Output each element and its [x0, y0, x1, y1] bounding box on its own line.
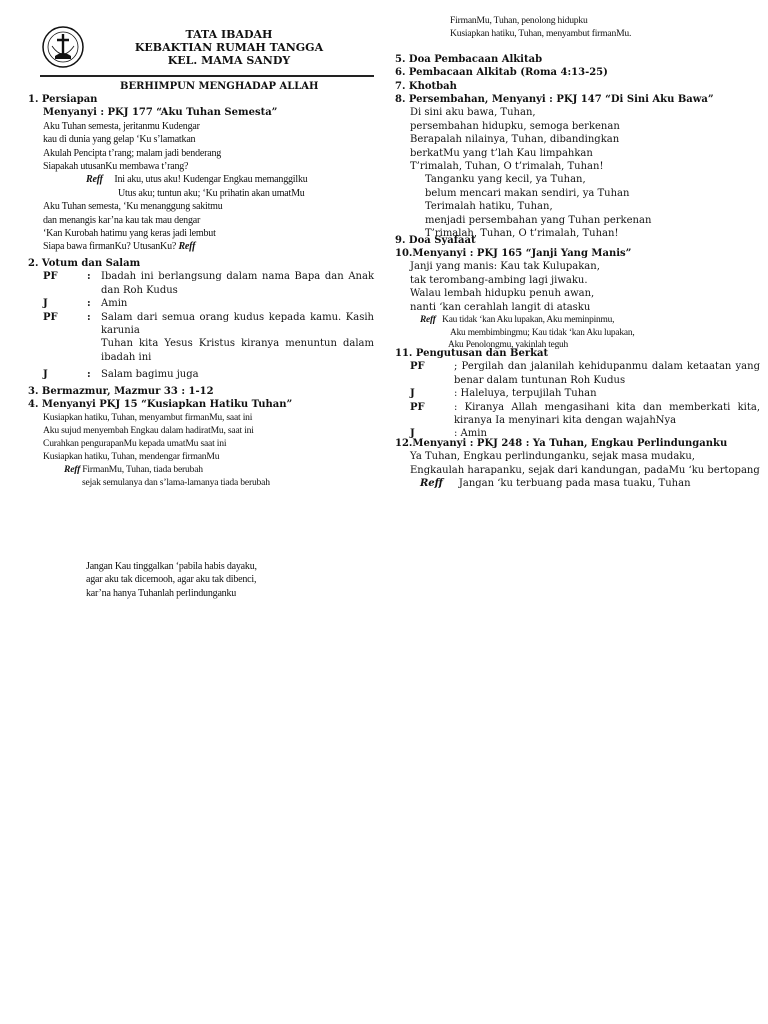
speaker-label: J: [410, 428, 415, 440]
item-heading: 5. Doa Pembacaan Alkitab: [395, 54, 543, 65]
liturgy-row: [43, 311, 374, 338]
lyric-line: Jangan Kau tinggalkan ‘pabila habis dayaku,: [86, 561, 257, 572]
item-votum: [28, 257, 374, 382]
lyric-line: Ya Tuhan, Engkau perlindunganku, sejak masa mudaku,: [410, 451, 695, 463]
lyric-line: Janji yang manis: Kau tak Kulupakan,: [410, 261, 600, 273]
lyric-line: berkatMu yang t’lah Kau limpahkan: [410, 147, 593, 159]
title-line: TATA IBADAH: [185, 28, 273, 41]
header: [28, 0, 378, 72]
speaker-label: J: [43, 369, 48, 381]
song-reff: [28, 173, 378, 200]
lyric-line: Siapakah utusanKu membawa t’rang?: [43, 161, 189, 173]
item-heading: 4. Menyanyi PKJ 15 “Kusiapkan Hatiku Tuhan”: [28, 399, 293, 410]
song-continuation: [450, 14, 760, 41]
speaker-label: PF: [43, 311, 58, 323]
lyric-line: T’rimalah, Tuhan, O t’rimalah, Tuhan!: [410, 161, 604, 173]
lyric-line: Berapalah nilainya, Tuhan, dibandingkan: [410, 134, 620, 146]
separator: :: [87, 369, 91, 381]
reff-label: Reff: [420, 315, 436, 326]
lyric-line: T’rimalah, Tuhan, O t’rimalah, Tuhan!: [425, 228, 619, 240]
liturgy-text: : Amin: [454, 428, 487, 440]
lyric-line: dan menangis kar’na kau tak mau dengar: [43, 214, 201, 226]
lyric-line: sejak semulanya dan s’lama-lamanya tiada berubah: [82, 477, 270, 489]
lyric-line: Jangan ‘ku terbuang pada masa tuaku, Tuhan: [458, 478, 691, 490]
section-title: BERHIMPUN MENGHADAP ALLAH: [120, 81, 319, 92]
liturgy-text: Tuhan kita Yesus Kristus kiranya menuntun dalam ibadah ini: [101, 338, 374, 363]
liturgy-row: [410, 360, 760, 387]
liturgy-text: : Kiranya Allah mengasihani kita dan memberkati kita, kiranya Ia menyinari kita dengan wajahNya: [454, 401, 760, 427]
song-title: Menyanyi : PKJ 177 “Aku Tuhan Semesta”: [43, 107, 278, 119]
lyric-line: kau di dunia yang gelap ‘Ku s’lamatkan: [43, 134, 196, 146]
song-verse: [28, 120, 378, 174]
liturgy-text: Amin: [101, 298, 128, 310]
title-line: KEBAKTIAN RUMAH TANGGA: [134, 41, 324, 54]
item-persiapan: [28, 93, 378, 254]
item-heading: 12.Menyanyi : PKJ 248 : Ya Tuhan, Engkau Perlindunganku: [395, 438, 728, 449]
speaker-label: PF: [410, 361, 425, 373]
lyric-line: Curahkan pengurapanMu kepada umatMu saat ini: [43, 438, 227, 450]
liturgy-row: [43, 297, 374, 310]
reff-label: Reff: [64, 464, 81, 476]
song-verse: [395, 260, 760, 314]
item-doa-syafaat: 9. Doa Syafaat: [395, 235, 476, 246]
song-extra-verse: [86, 560, 376, 600]
lyric-line: persembahan hidupku, semoga berkenan: [410, 120, 620, 132]
item-nyanyian-12: [395, 437, 760, 491]
lyric-line: Siapa bawa firmanKu? UtusanKu?: [43, 241, 177, 253]
lyric-line: agar aku tak dicemooh, agar aku tak dibenci,: [86, 574, 257, 586]
song-verse: [28, 411, 378, 463]
lyric-line: Kusiapkan hatiku, Tuhan, menyambut firmanMu.: [450, 28, 632, 40]
lyric-line: Kusiapkan hatiku, Tuhan, mendengar firmanMu: [43, 451, 220, 463]
item-heading: 10.Menyanyi : PKJ 165 “Janji Yang Manis”: [395, 248, 632, 259]
lyric-line: nanti ‘kan cerahlah langit di atasku: [410, 301, 591, 313]
lyric-line: Aku sujud menyembah Engkau dalam hadiratMu, saat ini: [43, 425, 254, 437]
song-verse: [395, 450, 760, 477]
document-title: [114, 28, 344, 67]
song-reff: [395, 477, 760, 490]
lyric-line: menjadi persembahan yang Tuhan perkenan: [425, 214, 652, 226]
song-verse: [395, 106, 760, 173]
item-mazmur: 3. Bermazmur, Mazmur 33 : 1-12: [28, 386, 214, 397]
lyric-line: Di sini aku bawa, Tuhan,: [410, 107, 536, 119]
item-heading: 8. Persembahan, Menyanyi : PKJ 147 “Di Sini Aku Bawa”: [395, 94, 714, 105]
liturgy-text: Salam dari semua orang kudus kepada kamu. Kasih karunia: [101, 311, 374, 337]
item-heading: 2. Votum dan Salam: [28, 258, 141, 269]
speaker-label: PF: [410, 401, 425, 413]
speaker-label: PF: [43, 271, 58, 283]
song-verse: [395, 173, 760, 240]
items-5-7: [395, 53, 760, 93]
lyric-line: ‘Kan Kurobah hatimu yang keras jadi lembut: [43, 228, 216, 240]
item-persembahan: [395, 93, 760, 240]
item-heading: 7. Khotbah: [395, 80, 457, 92]
lyric-line: Aku Tuhan semesta, ‘Ku menanggung sakitmu: [43, 201, 223, 213]
liturgy-text: Salam bagimu juga: [101, 369, 199, 381]
header-divider: [40, 75, 374, 77]
lyric-line: Walau lembah hidupku penuh awan,: [410, 288, 595, 300]
speaker-label: J: [410, 388, 415, 400]
item-pengutusan: [395, 347, 760, 441]
lyric-line: Akulah Pencipta t’rang; malam jadi benderang: [43, 147, 222, 159]
lyric-line: kar’na hanya Tuhanlah perlindunganku: [86, 587, 237, 599]
lyric-line: Aku Penolongmu, yakinlah teguh: [448, 340, 569, 351]
left-column: [28, 0, 378, 599]
separator: :: [87, 311, 91, 323]
item-heading: 6. Pembacaan Alkitab (Roma 4:13-25): [395, 67, 608, 79]
liturgy-row: [43, 368, 374, 381]
lyric-line: Aku Tuhan semesta, jeritanmu Kudengar: [43, 120, 200, 132]
item-nyanyian-4: [28, 398, 378, 489]
liturgy-text: Ibadah ini berlangsung dalam nama Bapa dan Anak dan Roh Kudus: [101, 271, 374, 296]
reff-label: Reff: [420, 478, 443, 490]
liturgy-row: [410, 387, 760, 400]
lyric-line: Ini aku, utus aku! Kudengar Engkau memanggilku: [114, 174, 308, 186]
lyric-line: Utus aku; tuntun aku; ‘Ku prihatin akan umatMu: [118, 187, 305, 199]
speaker-label: [43, 337, 87, 364]
reff-label: Reff: [86, 174, 103, 186]
lyric-line: Aku membimbingmu; Kau tidak ‘kan Aku lupakan,: [450, 327, 635, 338]
speaker-label: J: [43, 298, 48, 310]
lyric-line: belum mencari makan sendiri, ya Tuhan: [425, 187, 630, 199]
liturgy-row: [410, 401, 760, 428]
church-seal-logo: [42, 26, 84, 68]
separator: :: [87, 298, 91, 310]
lyric-line: FirmanMu, Tuhan, tiada berubah: [82, 464, 203, 476]
separator: :: [87, 271, 91, 283]
item-heading: 1. Persiapan: [28, 94, 98, 105]
item-nyanyian-10: [395, 247, 760, 352]
lyric-line: Terimalah hatiku, Tuhan,: [425, 201, 553, 213]
liturgy-text: ; Pergilah dan jalanilah kehidupanmu dalam ketaatan yang benar dalam tuntunan Roh Kudus: [454, 361, 760, 386]
lyric-line: Kau tidak ‘kan Aku lupakan, Aku meminpinmu,: [442, 315, 615, 326]
lyric-line: FirmanMu, Tuhan, penolong hidupku: [450, 15, 588, 26]
separator: [87, 337, 101, 364]
lyric-line: Engkaulah harapanku, sejak dari kandungan, padaMu ‘ku bertopang: [410, 464, 760, 476]
liturgy-row: [43, 337, 374, 364]
lyric-line: tak terombang-ambing lagi jiwaku.: [410, 274, 588, 286]
title-line: KEL. MAMA SANDY: [167, 54, 291, 67]
song-verse: [28, 200, 378, 254]
item-heading: 11. Pengutusan dan Berkat: [395, 348, 549, 359]
liturgy-row: [43, 270, 374, 297]
lyric-line: Tanganku yang kecil, ya Tuhan,: [425, 174, 586, 186]
song-reff: [28, 463, 378, 489]
reff-label: Reff: [178, 241, 196, 253]
lyric-line: Kusiapkan hatiku, Tuhan, menyambut firmanMu, saat ini: [43, 412, 253, 424]
liturgy-text: : Haleluya, terpujilah Tuhan: [454, 388, 597, 400]
song-reff: [395, 314, 760, 352]
